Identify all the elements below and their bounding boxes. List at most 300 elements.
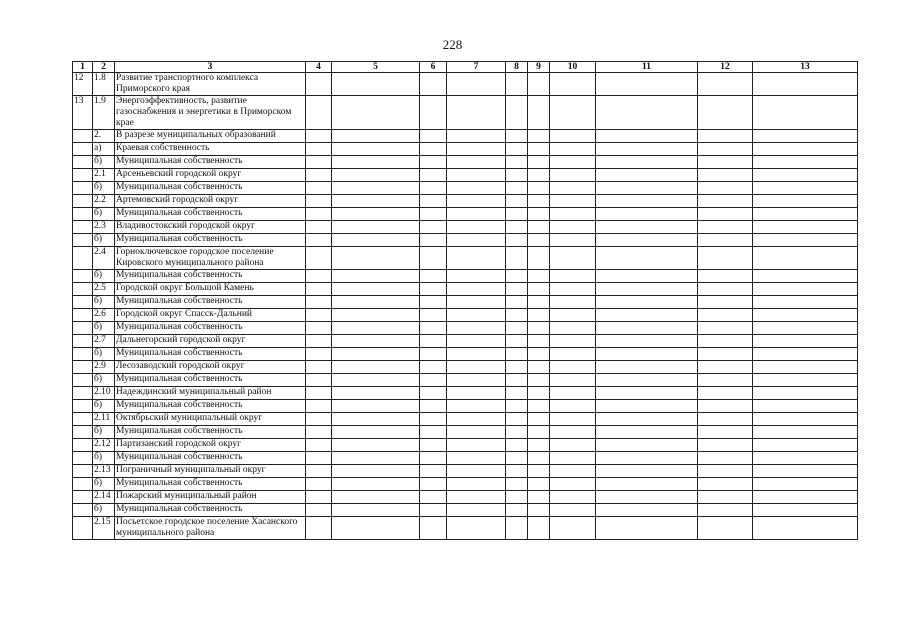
value-cell-col-11 [596, 400, 698, 413]
value-cell-col-11 [596, 130, 698, 143]
column-header-11: 11 [596, 62, 698, 73]
value-cell-col-12 [698, 478, 753, 491]
column-header-8: 8 [506, 62, 528, 73]
value-cell-col-10 [550, 130, 596, 143]
item-name-cell: Октябрьский муниципальный округ [115, 413, 306, 426]
item-name-cell: Муниципальная собственность [115, 400, 306, 413]
table-row [73, 413, 858, 426]
value-cell-col-8 [506, 221, 528, 234]
value-cell-col-13 [753, 400, 858, 413]
value-cell-col-12 [698, 208, 753, 221]
value-cell-col-13 [753, 335, 858, 348]
value-cell-col-13 [753, 283, 858, 296]
item-code-cell: 1.8 [93, 73, 115, 96]
value-cell-col-7 [447, 426, 506, 439]
value-cell-col-11 [596, 517, 698, 540]
value-cell-col-12 [698, 169, 753, 182]
value-cell-col-7 [447, 491, 506, 504]
row-number-cell [73, 247, 93, 270]
value-cell-col-11 [596, 182, 698, 195]
value-cell-col-10 [550, 452, 596, 465]
value-cell-col-11 [596, 208, 698, 221]
value-cell-col-5 [332, 296, 420, 309]
value-cell-col-10 [550, 348, 596, 361]
column-header-4: 4 [306, 62, 332, 73]
value-cell-col-11 [596, 387, 698, 400]
column-header-2: 2 [93, 62, 115, 73]
row-number-cell [73, 208, 93, 221]
value-cell-col-7 [447, 400, 506, 413]
item-code-cell: 2.3 [93, 221, 115, 234]
value-cell-col-11 [596, 348, 698, 361]
row-number-cell [73, 182, 93, 195]
row-number-cell [73, 130, 93, 143]
value-cell-col-11 [596, 234, 698, 247]
value-cell-col-13 [753, 296, 858, 309]
value-cell-col-6 [420, 234, 447, 247]
value-cell-col-12 [698, 270, 753, 283]
item-name-cell: Посьетское городское поселение Хасанского муниципального района [115, 517, 306, 540]
table-row [73, 361, 858, 374]
value-cell-col-12 [698, 221, 753, 234]
value-cell-col-12 [698, 296, 753, 309]
row-number-cell [73, 452, 93, 465]
value-cell-col-13 [753, 491, 858, 504]
table-row [73, 374, 858, 387]
value-cell-col-6 [420, 130, 447, 143]
item-code-cell: б) [93, 400, 115, 413]
value-cell-col-11 [596, 452, 698, 465]
item-name-cell: Городской округ Большой Камень [115, 283, 306, 296]
value-cell-col-12 [698, 426, 753, 439]
row-number-cell [73, 387, 93, 400]
value-cell-col-5 [332, 517, 420, 540]
value-cell-col-6 [420, 387, 447, 400]
value-cell-col-10 [550, 439, 596, 452]
item-code-cell: а) [93, 143, 115, 156]
value-cell-col-11 [596, 283, 698, 296]
value-cell-col-9 [528, 143, 550, 156]
value-cell-col-4 [306, 465, 332, 478]
value-cell-col-12 [698, 96, 753, 130]
value-cell-col-12 [698, 130, 753, 143]
value-cell-col-6 [420, 322, 447, 335]
column-header-5: 5 [332, 62, 420, 73]
row-number-cell [73, 234, 93, 247]
value-cell-col-6 [420, 452, 447, 465]
table-row [73, 452, 858, 465]
table-row [73, 156, 858, 169]
value-cell-col-4 [306, 374, 332, 387]
item-code-cell: 2.15 [93, 517, 115, 540]
item-name-cell: Муниципальная собственность [115, 270, 306, 283]
item-code-cell: б) [93, 348, 115, 361]
item-code-cell: б) [93, 452, 115, 465]
value-cell-col-12 [698, 465, 753, 478]
value-cell-col-10 [550, 361, 596, 374]
value-cell-col-5 [332, 182, 420, 195]
item-code-cell: 2.6 [93, 309, 115, 322]
value-cell-col-5 [332, 156, 420, 169]
value-cell-col-13 [753, 478, 858, 491]
value-cell-col-10 [550, 221, 596, 234]
row-number-cell [73, 296, 93, 309]
table-row [73, 130, 858, 143]
value-cell-col-5 [332, 195, 420, 208]
item-code-cell: б) [93, 504, 115, 517]
value-cell-col-9 [528, 221, 550, 234]
value-cell-col-6 [420, 283, 447, 296]
table-row [73, 439, 858, 452]
value-cell-col-5 [332, 452, 420, 465]
value-cell-col-9 [528, 296, 550, 309]
value-cell-col-7 [447, 73, 506, 96]
item-name-cell: Пожарский муниципальный район [115, 491, 306, 504]
row-number-cell [73, 504, 93, 517]
value-cell-col-4 [306, 491, 332, 504]
value-cell-col-11 [596, 156, 698, 169]
row-number-cell [73, 195, 93, 208]
value-cell-col-8 [506, 335, 528, 348]
item-name-cell: Пограничный муниципальный округ [115, 465, 306, 478]
row-number-cell [73, 156, 93, 169]
row-number-cell [73, 283, 93, 296]
value-cell-col-7 [447, 413, 506, 426]
item-name-cell: Муниципальная собственность [115, 504, 306, 517]
row-number-cell [73, 221, 93, 234]
value-cell-col-4 [306, 283, 332, 296]
value-cell-col-7 [447, 374, 506, 387]
value-cell-col-7 [447, 478, 506, 491]
value-cell-col-8 [506, 156, 528, 169]
value-cell-col-13 [753, 309, 858, 322]
item-code-cell: б) [93, 296, 115, 309]
value-cell-col-7 [447, 452, 506, 465]
value-cell-col-12 [698, 491, 753, 504]
item-name-cell: Развитие транспортного комплекса Приморского края [115, 73, 306, 96]
value-cell-col-6 [420, 208, 447, 221]
item-code-cell: б) [93, 374, 115, 387]
table-row [73, 296, 858, 309]
value-cell-col-7 [447, 296, 506, 309]
value-cell-col-4 [306, 348, 332, 361]
value-cell-col-4 [306, 169, 332, 182]
item-code-cell: б) [93, 208, 115, 221]
value-cell-col-6 [420, 361, 447, 374]
value-cell-col-12 [698, 504, 753, 517]
item-name-cell: Арсеньевский городской округ [115, 169, 306, 182]
value-cell-col-5 [332, 361, 420, 374]
value-cell-col-9 [528, 478, 550, 491]
row-number-cell [73, 426, 93, 439]
value-cell-col-4 [306, 156, 332, 169]
page-number: 228 [442, 37, 463, 52]
value-cell-col-8 [506, 182, 528, 195]
value-cell-col-4 [306, 73, 332, 96]
value-cell-col-5 [332, 335, 420, 348]
column-header-12: 12 [698, 62, 753, 73]
value-cell-col-8 [506, 96, 528, 130]
value-cell-col-13 [753, 374, 858, 387]
value-cell-col-6 [420, 335, 447, 348]
value-cell-col-9 [528, 361, 550, 374]
value-cell-col-11 [596, 465, 698, 478]
value-cell-col-7 [447, 156, 506, 169]
item-code-cell: 2.9 [93, 361, 115, 374]
value-cell-col-13 [753, 322, 858, 335]
item-code-cell: 2.13 [93, 465, 115, 478]
row-number-cell [73, 361, 93, 374]
value-cell-col-9 [528, 234, 550, 247]
value-cell-col-5 [332, 400, 420, 413]
table-row [73, 143, 858, 156]
value-cell-col-4 [306, 335, 332, 348]
value-cell-col-12 [698, 283, 753, 296]
value-cell-col-8 [506, 387, 528, 400]
item-name-cell: Муниципальная собственность [115, 208, 306, 221]
value-cell-col-13 [753, 465, 858, 478]
value-cell-col-8 [506, 143, 528, 156]
value-cell-col-6 [420, 517, 447, 540]
table-row [73, 387, 858, 400]
value-cell-col-9 [528, 156, 550, 169]
value-cell-col-12 [698, 143, 753, 156]
value-cell-col-12 [698, 195, 753, 208]
value-cell-col-5 [332, 413, 420, 426]
item-code-cell: 2.5 [93, 283, 115, 296]
value-cell-col-8 [506, 270, 528, 283]
value-cell-col-10 [550, 491, 596, 504]
value-cell-col-8 [506, 413, 528, 426]
value-cell-col-4 [306, 452, 332, 465]
table-row [73, 517, 858, 540]
item-code-cell: 2.12 [93, 439, 115, 452]
table-row [73, 335, 858, 348]
value-cell-col-8 [506, 491, 528, 504]
value-cell-col-6 [420, 413, 447, 426]
value-cell-col-8 [506, 234, 528, 247]
value-cell-col-10 [550, 234, 596, 247]
value-cell-col-6 [420, 491, 447, 504]
item-name-cell: Муниципальная собственность [115, 478, 306, 491]
value-cell-col-9 [528, 169, 550, 182]
table-row [73, 426, 858, 439]
value-cell-col-8 [506, 130, 528, 143]
item-code-cell: 1.9 [93, 96, 115, 130]
item-name-cell: Краевая собственность [115, 143, 306, 156]
value-cell-col-13 [753, 234, 858, 247]
value-cell-col-8 [506, 439, 528, 452]
value-cell-col-5 [332, 426, 420, 439]
table-row [73, 247, 858, 270]
value-cell-col-11 [596, 322, 698, 335]
value-cell-col-12 [698, 400, 753, 413]
item-code-cell: 2.7 [93, 335, 115, 348]
row-number-cell [73, 374, 93, 387]
value-cell-col-7 [447, 234, 506, 247]
value-cell-col-5 [332, 208, 420, 221]
row-number-cell [73, 270, 93, 283]
value-cell-col-8 [506, 322, 528, 335]
value-cell-col-6 [420, 195, 447, 208]
value-cell-col-7 [447, 143, 506, 156]
value-cell-col-13 [753, 247, 858, 270]
value-cell-col-10 [550, 309, 596, 322]
table-row [73, 221, 858, 234]
value-cell-col-7 [447, 208, 506, 221]
value-cell-col-4 [306, 361, 332, 374]
value-cell-col-10 [550, 156, 596, 169]
value-cell-col-5 [332, 221, 420, 234]
value-cell-col-6 [420, 270, 447, 283]
table-row [73, 169, 858, 182]
item-code-cell: б) [93, 426, 115, 439]
value-cell-col-11 [596, 491, 698, 504]
item-name-cell: Городской округ Спасск-Дальний [115, 309, 306, 322]
value-cell-col-12 [698, 361, 753, 374]
value-cell-col-10 [550, 322, 596, 335]
value-cell-col-8 [506, 247, 528, 270]
item-name-cell: Партизанский городской округ [115, 439, 306, 452]
value-cell-col-10 [550, 296, 596, 309]
value-cell-col-9 [528, 208, 550, 221]
value-cell-col-6 [420, 143, 447, 156]
value-cell-col-10 [550, 374, 596, 387]
value-cell-col-11 [596, 361, 698, 374]
table-row [73, 195, 858, 208]
value-cell-col-11 [596, 413, 698, 426]
value-cell-col-10 [550, 387, 596, 400]
row-number-cell [73, 439, 93, 452]
value-cell-col-9 [528, 130, 550, 143]
value-cell-col-11 [596, 439, 698, 452]
value-cell-col-5 [332, 270, 420, 283]
value-cell-col-6 [420, 426, 447, 439]
value-cell-col-11 [596, 478, 698, 491]
value-cell-col-12 [698, 517, 753, 540]
value-cell-col-4 [306, 504, 332, 517]
value-cell-col-4 [306, 130, 332, 143]
value-cell-col-9 [528, 73, 550, 96]
value-cell-col-6 [420, 156, 447, 169]
value-cell-col-9 [528, 195, 550, 208]
value-cell-col-13 [753, 517, 858, 540]
item-code-cell: 2.11 [93, 413, 115, 426]
value-cell-col-5 [332, 309, 420, 322]
value-cell-col-8 [506, 296, 528, 309]
value-cell-col-6 [420, 169, 447, 182]
row-number-cell [73, 348, 93, 361]
table-row [73, 348, 858, 361]
value-cell-col-10 [550, 247, 596, 270]
value-cell-col-9 [528, 439, 550, 452]
value-cell-col-11 [596, 96, 698, 130]
value-cell-col-13 [753, 270, 858, 283]
value-cell-col-12 [698, 452, 753, 465]
value-cell-col-13 [753, 156, 858, 169]
value-cell-col-10 [550, 400, 596, 413]
value-cell-col-8 [506, 348, 528, 361]
item-name-cell: Муниципальная собственность [115, 426, 306, 439]
value-cell-col-13 [753, 439, 858, 452]
table-body [73, 73, 858, 540]
table-row [73, 208, 858, 221]
value-cell-col-9 [528, 400, 550, 413]
table-row [73, 234, 858, 247]
item-name-cell: Муниципальная собственность [115, 296, 306, 309]
value-cell-col-6 [420, 465, 447, 478]
row-number-cell [73, 335, 93, 348]
value-cell-col-9 [528, 96, 550, 130]
value-cell-col-13 [753, 348, 858, 361]
value-cell-col-9 [528, 270, 550, 283]
value-cell-col-11 [596, 335, 698, 348]
value-cell-col-9 [528, 491, 550, 504]
value-cell-col-9 [528, 426, 550, 439]
row-number-cell [73, 478, 93, 491]
value-cell-col-9 [528, 348, 550, 361]
value-cell-col-7 [447, 348, 506, 361]
column-header-10: 10 [550, 62, 596, 73]
value-cell-col-6 [420, 247, 447, 270]
value-cell-col-5 [332, 96, 420, 130]
value-cell-col-5 [332, 73, 420, 96]
value-cell-col-10 [550, 504, 596, 517]
value-cell-col-5 [332, 439, 420, 452]
value-cell-col-7 [447, 130, 506, 143]
value-cell-col-8 [506, 465, 528, 478]
value-cell-col-4 [306, 143, 332, 156]
value-cell-col-5 [332, 247, 420, 270]
item-name-cell: Надеждинский муниципальный район [115, 387, 306, 400]
value-cell-col-8 [506, 309, 528, 322]
table-row [73, 400, 858, 413]
row-number-cell [73, 413, 93, 426]
value-cell-col-4 [306, 195, 332, 208]
value-cell-col-9 [528, 413, 550, 426]
value-cell-col-12 [698, 335, 753, 348]
value-cell-col-13 [753, 73, 858, 96]
value-cell-col-4 [306, 270, 332, 283]
value-cell-col-10 [550, 143, 596, 156]
value-cell-col-10 [550, 208, 596, 221]
value-cell-col-5 [332, 283, 420, 296]
value-cell-col-5 [332, 143, 420, 156]
value-cell-col-4 [306, 400, 332, 413]
item-name-cell: Муниципальная собственность [115, 322, 306, 335]
item-name-cell: Лесозаводский городской округ [115, 361, 306, 374]
value-cell-col-9 [528, 182, 550, 195]
data-table [72, 61, 858, 540]
value-cell-col-10 [550, 73, 596, 96]
item-code-cell: б) [93, 270, 115, 283]
value-cell-col-13 [753, 169, 858, 182]
value-cell-col-12 [698, 413, 753, 426]
value-cell-col-4 [306, 439, 332, 452]
value-cell-col-5 [332, 465, 420, 478]
column-header-13: 13 [753, 62, 858, 73]
value-cell-col-5 [332, 169, 420, 182]
value-cell-col-10 [550, 465, 596, 478]
value-cell-col-9 [528, 387, 550, 400]
value-cell-col-8 [506, 478, 528, 491]
table-row [73, 491, 858, 504]
value-cell-col-6 [420, 439, 447, 452]
value-cell-col-7 [447, 247, 506, 270]
value-cell-col-8 [506, 374, 528, 387]
table-row [73, 504, 858, 517]
value-cell-col-7 [447, 182, 506, 195]
